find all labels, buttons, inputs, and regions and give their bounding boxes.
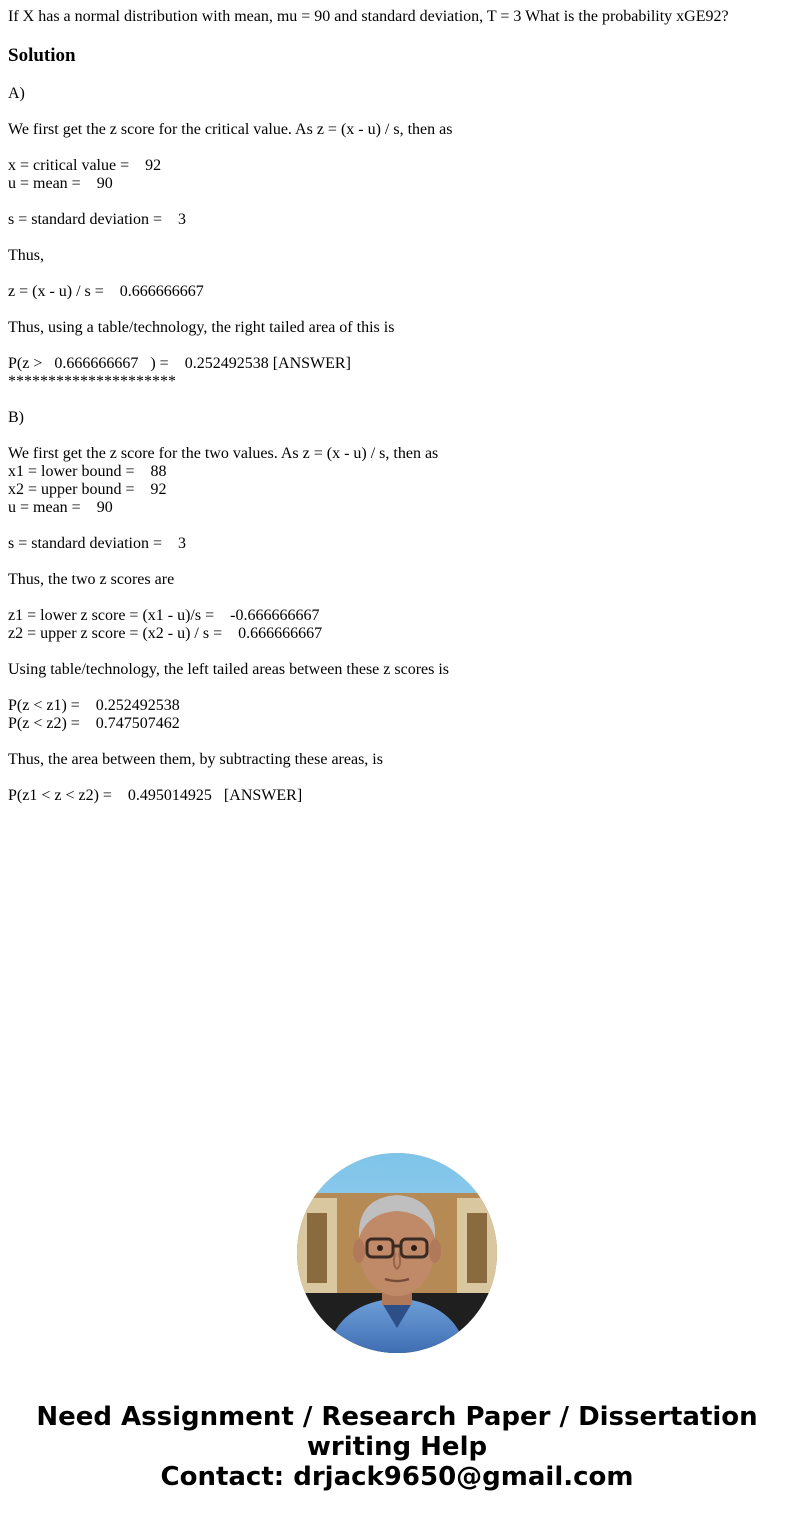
solution-line	[8, 103, 786, 121]
solution-line: P(z < z1) = 0.252492538	[8, 697, 180, 714]
solution-line: B)	[8, 409, 24, 426]
solution-line: We first get the z score for the two values. As z = (x - u) / s, then as	[8, 445, 439, 462]
solution-line	[8, 553, 786, 571]
solution-line: P(z < z2) = 0.747507462	[8, 715, 180, 732]
solution-line: u = mean = 90	[8, 175, 113, 192]
solution-line: P(z > 0.666666667 ) = 0.252492538 [ANSWER]	[8, 355, 351, 372]
solution-line: Thus, the area between them, by subtracting these areas, is	[8, 751, 383, 768]
question-text: If X has a normal distribution with mean, mu = 90 and standard deviation, T = 3 What is the probability xGE92?	[8, 8, 729, 25]
solution-heading: Solution	[8, 45, 76, 66]
solution-line: We first get the z score for the critical value. As z = (x - u) / s, then as	[8, 121, 453, 138]
solution-line: Using table/technology, the left tailed areas between these z scores is	[8, 661, 450, 678]
solution-line: s = standard deviation = 3	[8, 535, 187, 552]
solution-line	[8, 733, 786, 751]
avatar	[297, 1153, 497, 1353]
solution-line	[8, 427, 786, 445]
solution-line: P(z1 < z < z2) = 0.495014925 [ANSWER]	[8, 787, 303, 804]
solution-line	[8, 517, 786, 535]
solution-line: *********************	[8, 373, 176, 390]
solution-line	[8, 229, 786, 247]
solution-line	[8, 643, 786, 661]
promo-contact: Contact: drjack9650@gmail.com	[160, 1462, 634, 1492]
promo-line-2: writing Help	[306, 1432, 488, 1462]
promo-banner	[0, 1402, 794, 1492]
solution-line	[8, 769, 786, 787]
solution-line	[8, 301, 786, 319]
solution-line: z = (x - u) / s = 0.666666667	[8, 283, 204, 300]
solution-body	[8, 67, 786, 805]
solution-line: A)	[8, 85, 25, 102]
solution-line: x2 = upper bound = 92	[8, 481, 167, 498]
author-photo	[297, 1153, 497, 1353]
solution-line: u = mean = 90	[8, 499, 113, 516]
solution-line: Thus, using a table/technology, the right tailed area of this is	[8, 319, 395, 336]
solution-document	[8, 0, 786, 805]
solution-line: z1 = lower z score = (x1 - u)/s = -0.666666667	[8, 607, 320, 624]
solution-line	[8, 67, 786, 85]
solution-line	[8, 265, 786, 283]
solution-line: x1 = lower bound = 88	[8, 463, 167, 480]
solution-line: Thus,	[8, 247, 44, 264]
solution-line	[8, 589, 786, 607]
solution-line: s = standard deviation = 3	[8, 211, 187, 228]
solution-line: Thus, the two z scores are	[8, 571, 175, 588]
solution-line	[8, 139, 786, 157]
solution-line	[8, 391, 786, 409]
promo-line-1: Need Assignment / Research Paper / Dissertation	[36, 1402, 758, 1432]
solution-line: z2 = upper z score = (x2 - u) / s = 0.666666667	[8, 625, 323, 642]
solution-line	[8, 337, 786, 355]
solution-line	[8, 193, 786, 211]
solution-line: x = critical value = 92	[8, 157, 162, 174]
solution-line	[8, 679, 786, 697]
